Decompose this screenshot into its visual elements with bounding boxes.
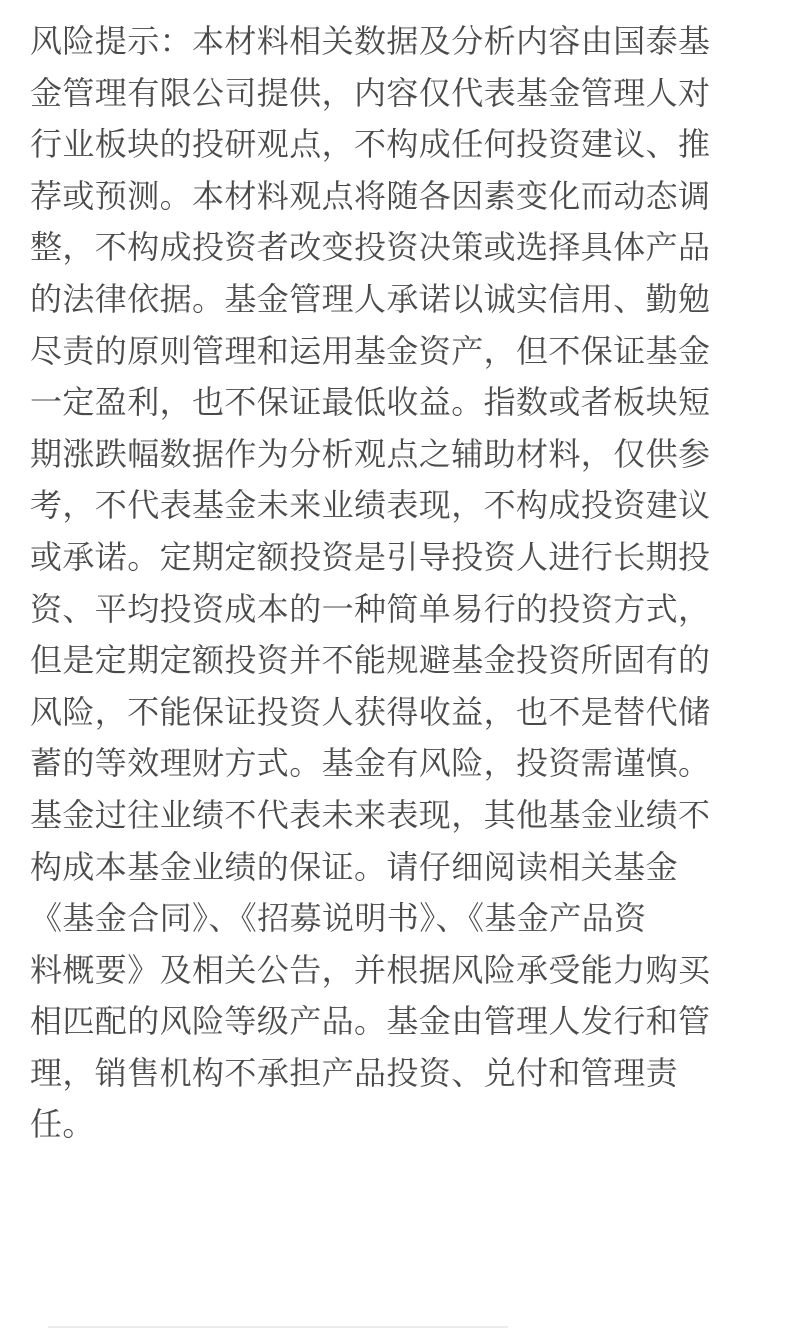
disclaimer-line: 金管理有限公司提供，内容仅代表基金管理人对 — [30, 73, 711, 112]
disclaimer-line: 构成本基金业绩的保证。请仔细阅读相关基金 — [30, 847, 679, 886]
risk-disclaimer-text — [30, 16, 760, 1151]
disclaimer-line: 相匹配的风险等级产品。基金由管理人发行和管 — [30, 1002, 711, 1041]
bottom-divider — [48, 1326, 508, 1328]
disclaimer-line: 风险提示：本材料相关数据及分析内容由国泰基 — [30, 22, 711, 60]
disclaimer-line: 的法律依据。基金管理人承诺以诚实信用、勤勉 — [30, 279, 711, 318]
disclaimer-line: 荐或预测。本材料观点将随各因素变化而动态调 — [30, 176, 711, 215]
disclaimer-line: 风险，不能保证投资人获得收益，也不是替代储 — [30, 692, 711, 731]
disclaimer-line: 基金过往业绩不代表未来表现，其他基金业绩不 — [30, 795, 711, 834]
disclaimer-line: 但是定期定额投资并不能规避基金投资所固有的 — [30, 641, 711, 680]
disclaimer-line: 理，销售机构不承担产品投资、兑付和管理责 — [30, 1053, 679, 1092]
disclaimer-line: 或承诺。定期定额投资是引导投资人进行长期投 — [30, 537, 711, 576]
disclaimer-line: 资、平均投资成本的一种简单易行的投资方式， — [30, 589, 711, 628]
disclaimer-line: 期涨跌幅数据作为分析观点之辅助材料，仅供参 — [30, 434, 711, 473]
disclaimer-line: 任。 — [30, 1105, 95, 1144]
disclaimer-line: 整，不构成投资者改变投资决策或选择具体产品 — [30, 228, 711, 267]
disclaimer-line: 蓄的等效理财方式。基金有风险，投资需谨慎。 — [30, 744, 711, 783]
disclaimer-line: 《基金合同》、《招募说明书》、《基金产品资 — [30, 899, 647, 938]
disclaimer-line: 一定盈利，也不保证最低收益。指数或者板块短 — [30, 383, 711, 422]
disclaimer-line: 考，不代表基金未来业绩表现，不构成投资建议 — [30, 486, 711, 525]
disclaimer-line: 料概要》及相关公告，并根据风险承受能力购买 — [30, 950, 711, 989]
disclaimer-line: 尽责的原则管理和运用基金资产，但不保证基金 — [30, 331, 711, 370]
disclaimer-line: 行业板块的投研观点，不构成任何投资建议、推 — [30, 125, 711, 164]
